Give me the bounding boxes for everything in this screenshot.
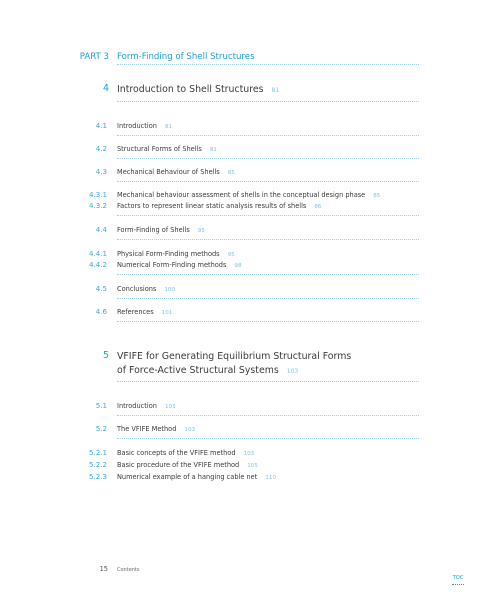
divider bbox=[117, 64, 419, 65]
section-number: 5.2.1 bbox=[88, 448, 107, 457]
section-title: Physical Form-Finding methods bbox=[117, 250, 220, 258]
section-number: 5.2.2 bbox=[88, 460, 107, 469]
section-title: Numerical Form-Finding methods bbox=[117, 261, 227, 269]
section-number: 5.2.3 bbox=[88, 472, 107, 481]
part-number: PART 3 bbox=[79, 52, 109, 62]
divider bbox=[117, 415, 419, 416]
divider bbox=[117, 158, 419, 159]
chapter-title[interactable] bbox=[117, 83, 279, 98]
page-number: 95 bbox=[197, 228, 205, 234]
toc-entry[interactable] bbox=[117, 191, 380, 199]
toc-entry[interactable] bbox=[117, 145, 217, 153]
chapter-title[interactable] bbox=[117, 350, 351, 379]
section-number: 4.3.1 bbox=[88, 190, 107, 199]
section-number: 4.4.2 bbox=[88, 260, 107, 269]
section-title: Introduction bbox=[117, 402, 157, 410]
section-title: Conclusions bbox=[117, 285, 157, 293]
section-number: 4.3.2 bbox=[88, 201, 107, 210]
divider bbox=[117, 274, 419, 275]
divider bbox=[117, 135, 419, 136]
section-title: Structural Forms of Shells bbox=[117, 145, 202, 153]
section-number: 4.5 bbox=[95, 284, 107, 293]
section-number: 4.4 bbox=[95, 225, 107, 234]
toc-entry[interactable] bbox=[117, 402, 176, 410]
page-number: 103 bbox=[286, 368, 299, 375]
section-title: Factors to represent linear static analysis results of shells bbox=[117, 202, 307, 210]
divider bbox=[117, 101, 419, 102]
toc-link-underline bbox=[452, 584, 464, 585]
page-number: 103 bbox=[184, 427, 196, 433]
section-number: 4.6 bbox=[95, 307, 107, 316]
section-number: 5.2 bbox=[95, 424, 107, 433]
section-title: Basic concepts of the VFIFE method bbox=[117, 449, 236, 457]
toc-entry[interactable] bbox=[117, 461, 258, 469]
toc-entry[interactable] bbox=[117, 425, 195, 433]
section-title: Numerical example of a hanging cable net bbox=[117, 473, 258, 481]
chapter-title-line-2 bbox=[117, 364, 351, 379]
page-number: 81 bbox=[164, 124, 173, 130]
toc-entry[interactable] bbox=[117, 308, 172, 316]
toc-entry[interactable] bbox=[117, 168, 235, 176]
divider bbox=[117, 181, 419, 182]
page-number: 101 bbox=[161, 310, 173, 316]
divider bbox=[117, 381, 419, 382]
page-number: 86 bbox=[314, 204, 322, 210]
page-number: 98 bbox=[234, 263, 242, 269]
section-title: Introduction bbox=[117, 122, 157, 130]
page-number: 100 bbox=[164, 287, 176, 293]
toc-entry[interactable] bbox=[117, 285, 175, 293]
toc-link[interactable]: TOC bbox=[452, 575, 464, 581]
footer-label: Contents bbox=[117, 567, 140, 573]
toc-entry[interactable] bbox=[117, 449, 254, 457]
toc-entry[interactable] bbox=[117, 202, 322, 210]
page-number: 110 bbox=[265, 475, 277, 481]
page-number: 81 bbox=[209, 147, 217, 153]
toc-entry[interactable] bbox=[117, 250, 235, 258]
chapter-title-line: VFIFE for Generating Equilibrium Structural Forms bbox=[117, 351, 352, 362]
divider bbox=[117, 438, 419, 439]
chapter-number: 5 bbox=[103, 350, 109, 361]
section-number: 4.4.1 bbox=[88, 249, 107, 258]
divider bbox=[117, 321, 419, 322]
divider bbox=[117, 215, 419, 216]
toc-entry[interactable] bbox=[117, 473, 276, 481]
page-number: 103 bbox=[243, 451, 255, 457]
section-number: 4.1 bbox=[95, 121, 107, 130]
section-number: 4.2 bbox=[95, 144, 107, 153]
toc-entry[interactable] bbox=[117, 122, 172, 130]
page-number: 105 bbox=[247, 463, 258, 469]
page-number: 95 bbox=[227, 252, 235, 258]
page-number: 103 bbox=[164, 404, 176, 410]
toc-entry[interactable] bbox=[117, 226, 205, 234]
section-number: 5.1 bbox=[95, 401, 107, 410]
divider bbox=[117, 298, 419, 299]
section-title: Mechanical behaviour assessment of shells in the conceptual design phase bbox=[117, 191, 366, 199]
part-title[interactable]: Form-Finding of Shell Structures bbox=[117, 52, 255, 62]
section-title: The VFIFE Method bbox=[117, 425, 177, 433]
chapter-title-text: Introduction to Shell Structures bbox=[117, 84, 264, 95]
section-title: Mechanical Behaviour of Shells bbox=[117, 168, 220, 176]
section-number: 4.3 bbox=[95, 167, 107, 176]
page-number: 85 bbox=[373, 193, 381, 199]
footer-page-number: 15 bbox=[99, 565, 108, 573]
section-title: References bbox=[117, 308, 154, 316]
page-number: 81 bbox=[271, 87, 280, 94]
page-number: 85 bbox=[227, 170, 235, 176]
section-title: Form-Finding of Shells bbox=[117, 226, 190, 234]
chapter-title-text: of Force-Active Structural Systems bbox=[117, 365, 279, 376]
divider bbox=[117, 239, 419, 240]
toc-entry[interactable] bbox=[117, 261, 242, 269]
section-title: Basic procedure of the VFIFE method bbox=[117, 461, 240, 469]
chapter-number: 4 bbox=[103, 83, 109, 94]
